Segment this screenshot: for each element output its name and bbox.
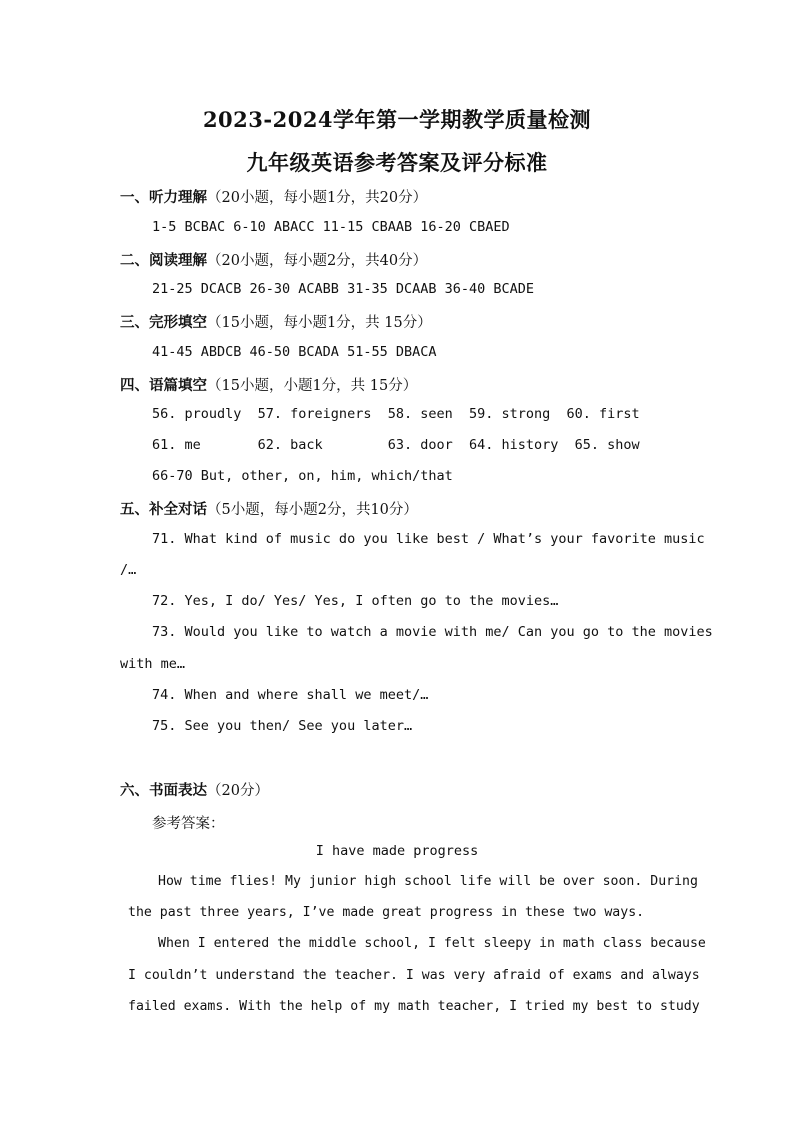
passage-answers-row-2: 61. me 62. back 63. door 64. history 65. show [152,437,640,453]
cloze-answers: 41-45 ABDCB 46-50 BCADA 51-55 DBACA [152,344,437,360]
dialog-answer-72: 72. Yes, I do/ Yes/ Yes, I often go to the movies… [152,593,559,609]
section-label: 二、阅读理解 [120,252,207,269]
section-note: （20分） [207,783,269,799]
section-note: （20小题，每小题2分，共40分） [207,253,428,269]
essay-line-4: I couldn’t understand the teacher. I was very afraid of exams and always [128,968,700,983]
section-heading-dialog [120,498,418,519]
dialog-answer-71: 71. What kind of music do you like best / What’s your favorite music [152,531,705,547]
section-note: （20小题，每小题1分，共20分） [207,190,428,206]
dialog-answer-75: 75. See you then/ See you later… [152,718,413,734]
section-heading-listening [120,186,427,207]
dialog-answer-74: 74. When and where shall we meet/… [152,687,429,703]
section-note: （5小题，每小题2分，共10分） [207,502,418,518]
document-subtitle: 九年级英语参考答案及评分标准 [246,150,548,175]
reference-answer-label: 参考答案： [152,816,225,832]
section-label: 一、听力理解 [120,189,207,206]
section-label: 五、补全对话 [120,501,207,518]
section-label: 六、书面表达 [120,782,207,799]
listening-answers: 1-5 BCBAC 6-10 ABACC 11-15 CBAAB 16-20 CBAED [152,219,510,235]
essay-line-3: When I entered the middle school, I felt sleepy in math class because [158,936,706,951]
section-label: 三、完形填空 [120,314,207,331]
essay-line-1: How time flies! My junior high school life will be over soon. During [158,874,698,889]
essay-title: I have made progress [315,843,479,859]
section-heading-reading [120,249,427,270]
section-heading-cloze [120,311,432,332]
section-note: （15小题，每小题1分，共 15分） [207,315,432,331]
essay-line-2: the past three years, I’ve made great progress in these two ways. [128,905,645,920]
section-note: （15小题，小题1分，共 15分） [207,378,418,394]
dialog-answer-73: 73. Would you like to watch a movie with me/ Can you go to the movies [152,624,713,640]
document-title: 2023-2024学年第一学期教学质量检测 [202,107,592,132]
essay-line-5: failed exams. With the help of my math teacher, I tried my best to study [128,999,700,1014]
section-heading-passage [120,374,417,395]
reading-answers: 21-25 DCACB 26-30 ACABB 31-35 DCAAB 36-40 BCADE [152,281,535,297]
section-label: 四、语篇填空 [120,377,207,394]
passage-answers-row-3: 66-70 But, other, on, him, which/that [152,468,453,484]
dialog-answer-73-cont: with me… [120,656,186,672]
dialog-answer-71-cont: /… [120,562,137,578]
passage-answers-row-1: 56. proudly 57. foreigners 58. seen 59. strong 60. first [152,406,640,422]
section-heading-writing [120,779,269,800]
